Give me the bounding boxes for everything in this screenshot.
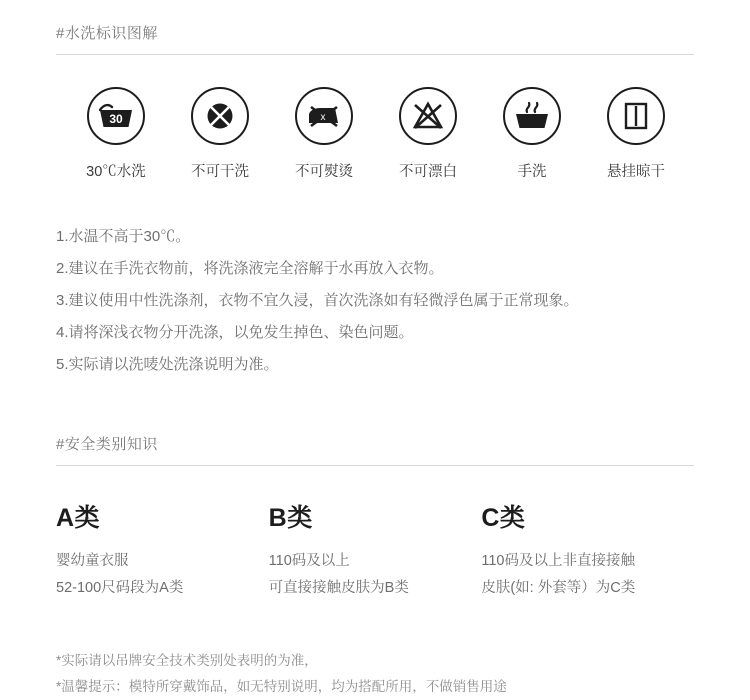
no-dry-clean-icon [191, 87, 249, 145]
wash-tub-30-icon [87, 87, 145, 145]
svg-text:x: x [320, 112, 326, 123]
care-icon-item-hand-wash [480, 87, 584, 181]
safety-grade-columns [56, 498, 694, 602]
care-icon-item-no-dry-clean [168, 87, 272, 181]
wash-notes-list [56, 221, 694, 381]
care-icon-label: 手洗 [517, 164, 547, 180]
footnote: *温馨提示：模特所穿戴饰品，如无特别说明，均为搭配所用，不做销售用途 [56, 679, 507, 694]
footnote: *实际请以吊牌安全技术类别处表明的为准， [56, 653, 318, 668]
footnotes [56, 648, 694, 700]
wash-note: 4.请将深浅衣物分开洗涤，以免发生掉色、染色问题。 [56, 324, 414, 341]
safety-grade-b [269, 498, 482, 602]
grade-line: 婴幼童衣服 [56, 553, 129, 569]
care-icon-item-no-iron [272, 87, 376, 181]
care-icon-item-line-dry [584, 87, 688, 181]
grade-line: 52-100尺码段为A类 [56, 580, 184, 596]
hand-wash-icon [503, 87, 561, 145]
care-icon-label: 不可熨烫 [295, 164, 353, 180]
no-iron-icon [295, 87, 353, 145]
grade-title: A类 [56, 504, 101, 532]
safety-knowledge-heading: #安全类别知识 [56, 381, 694, 466]
grade-line: 110码及以上 [268, 553, 350, 569]
care-icon-row [56, 87, 694, 181]
wash-guide-heading: #水洗标识图解 [56, 0, 694, 55]
care-icon-label: 30℃水洗 [86, 164, 146, 180]
grade-line: 可直接接触皮肤为B类 [268, 580, 409, 596]
care-icon-item-no-bleach [376, 87, 480, 181]
grade-description [481, 548, 694, 602]
safety-grade-a [56, 498, 269, 602]
care-icon-label: 不可漂白 [399, 164, 457, 180]
wash-note: 2.建议在手洗衣物前，将洗涤液完全溶解于水再放入衣物。 [56, 260, 444, 277]
grade-description [56, 548, 269, 602]
grade-line: 皮肤(如: 外套等）为C类 [481, 580, 636, 596]
svg-text:30: 30 [109, 112, 123, 126]
grade-description [269, 548, 482, 602]
grade-title: B类 [268, 504, 313, 532]
safety-grade-c [481, 498, 694, 602]
line-dry-icon [607, 87, 665, 145]
no-bleach-icon [399, 87, 457, 145]
wash-note: 5.实际请以洗唛处洗涤说明为准。 [56, 356, 279, 373]
grade-line: 110码及以上非直接接触 [481, 553, 635, 569]
wash-note: 3.建议使用中性洗涤剂，衣物不宜久浸，首次洗涤如有轻微浮色属于正常现象。 [56, 292, 579, 309]
care-icon-label: 不可干洗 [191, 164, 249, 180]
care-icon-item-wash-30 [64, 87, 168, 181]
wash-note: 1.水温不高于30℃。 [56, 228, 191, 245]
care-icon-label: 悬挂晾干 [607, 164, 665, 180]
grade-title: C类 [481, 504, 526, 532]
